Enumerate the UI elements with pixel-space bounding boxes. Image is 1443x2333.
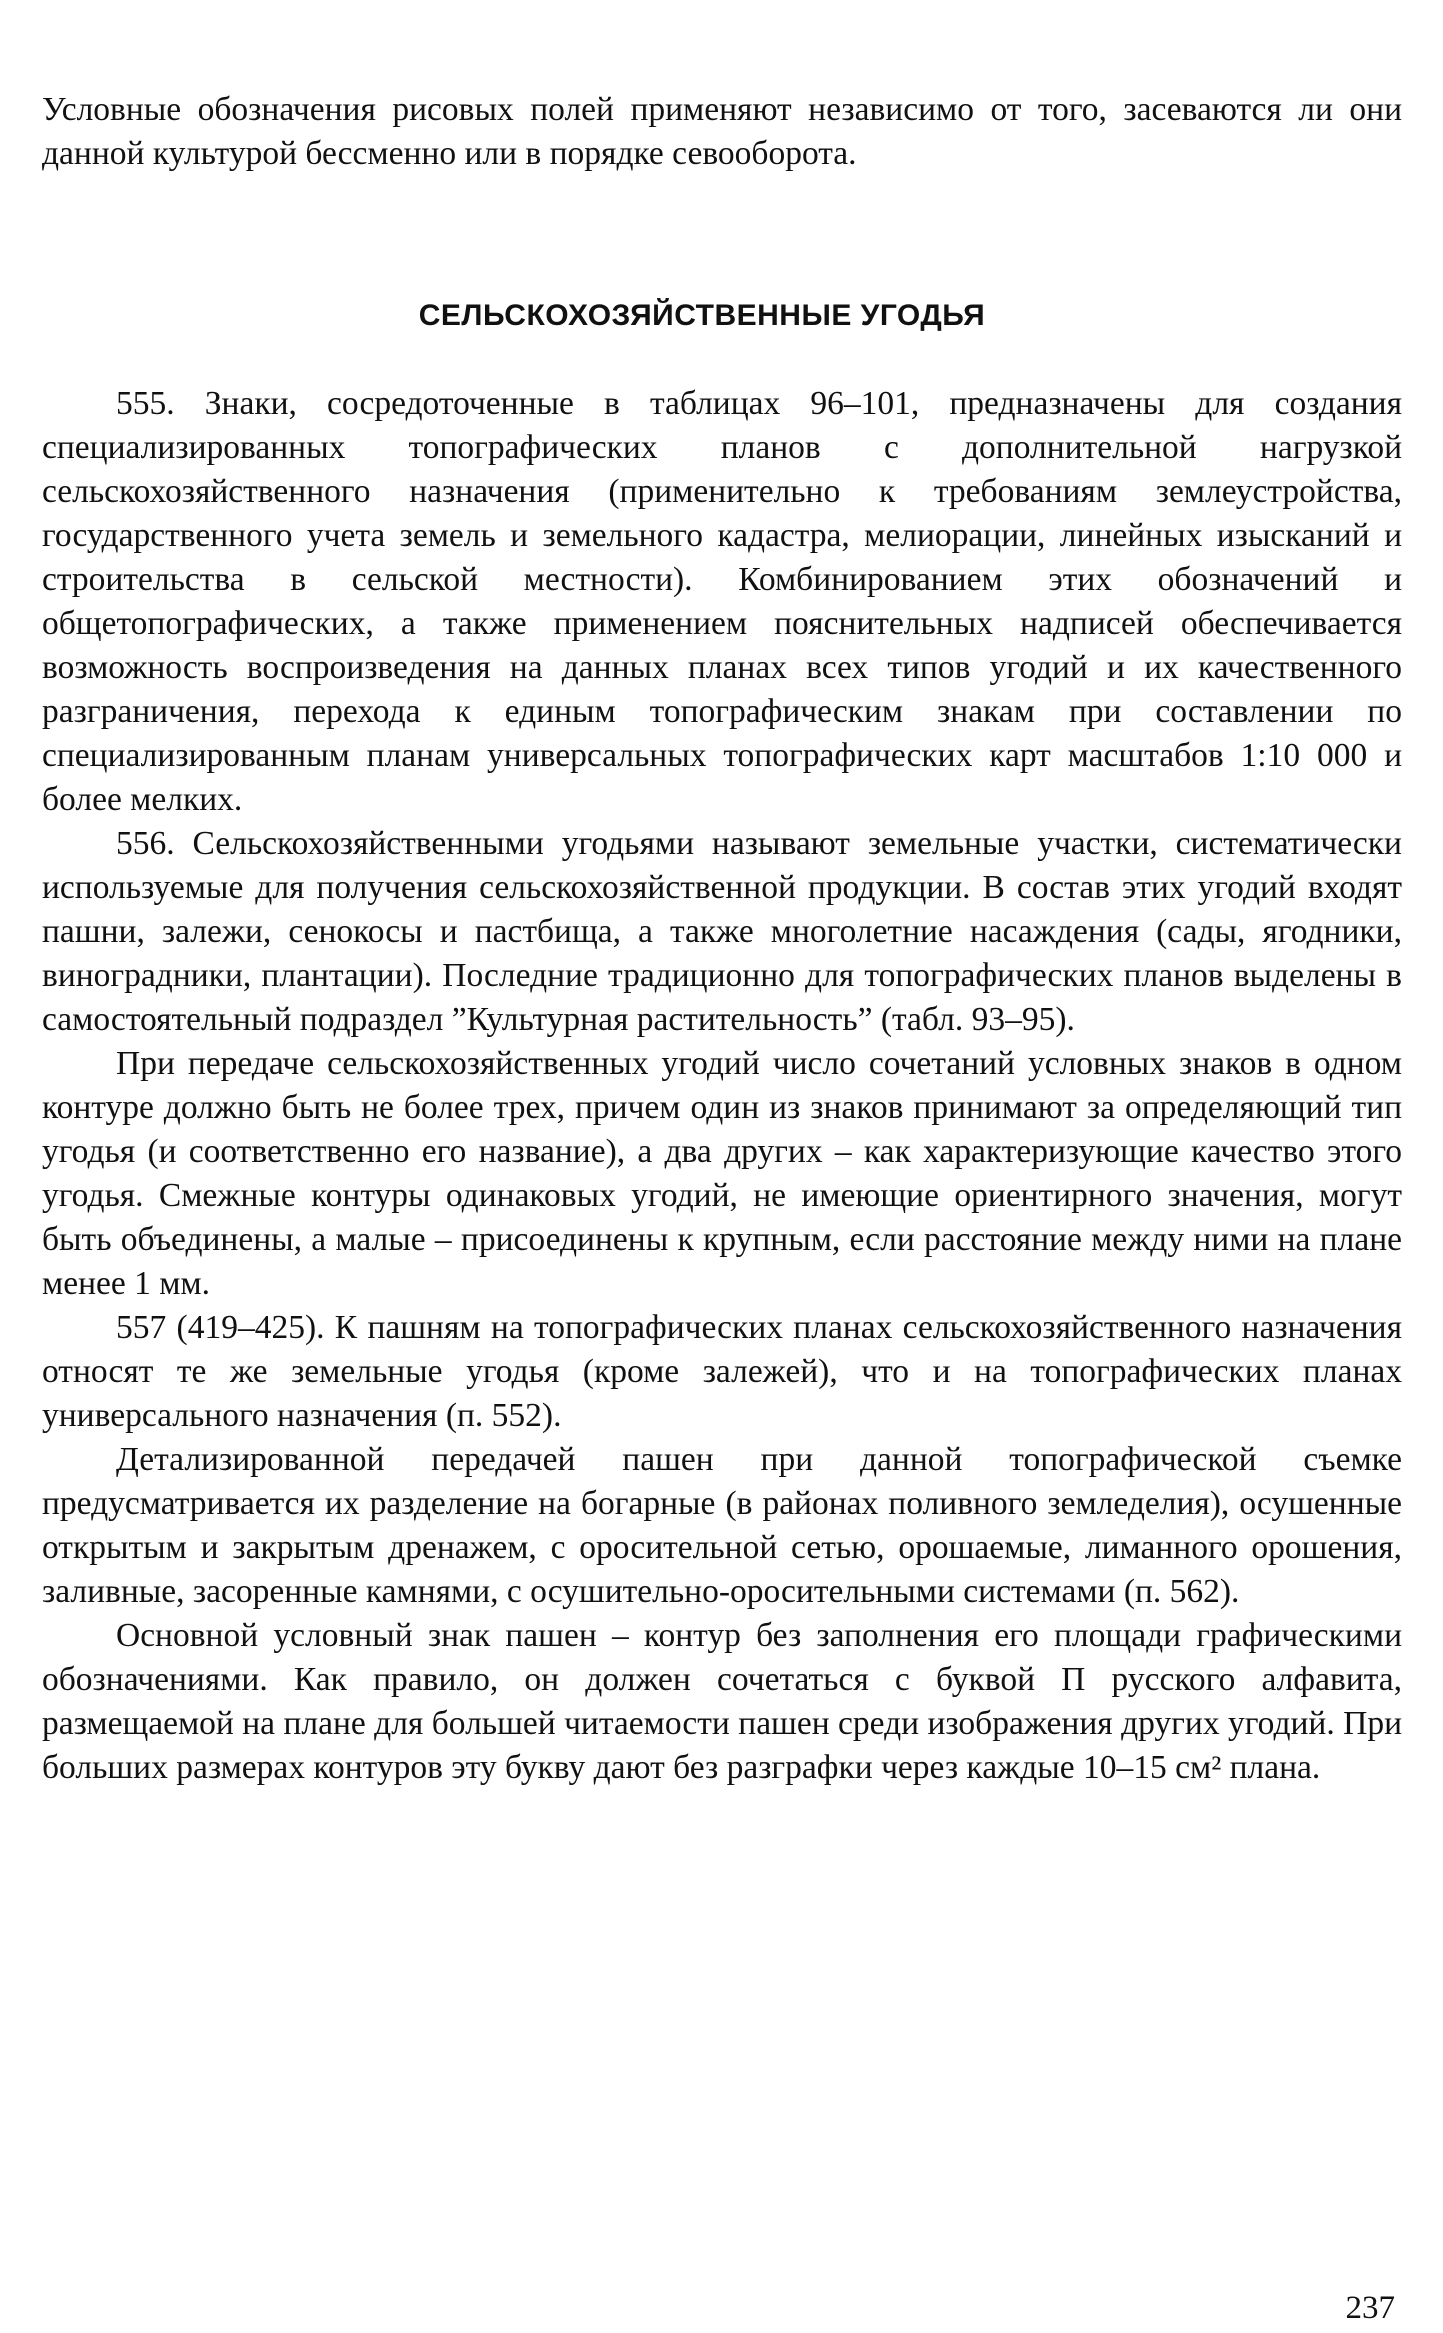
page-number: 237 <box>1345 2290 1395 2326</box>
paragraph-556: 556. Сельскохозяйственными угодьями называют земельные участки, систематически используемые для получения сельскохозяйственной продукции. В состав этих угодий входят пашни, залежи, сенокосы и пастбища, а также многолетние насаждения (сады, ягодники, виноградники, плантации). Последние традиционно для топографических планов выделены в самостоятельный подраздел ”Культурная растительность” (табл. 93–95). <box>42 825 1402 1038</box>
paragraph-557: 557 (419–425). К пашням на топографических планах сельскохозяйственного назначения относят те же земельные угодья (кроме залежей), что и на топографических планах универсального назначения (п. 552). <box>42 1309 1402 1434</box>
paragraph-557-detail: Детализированной передачей пашен при данной топографической съемке предусматривается их разделение на богарные (в районах поливного земледелия), осушенные открытым и закрытым дренажем, с оросительной сетью, орошаемые, лиманного орошения, заливные, засоренные камнями, с осушительно-оросительными системами (п. 562). <box>42 1441 1402 1610</box>
page-body <box>42 88 1402 1790</box>
intro-paragraph: Условные обозначения рисовых полей применяют независимо от того, засеваются ли они данной культурой бессменно или в порядке севооборота. <box>42 91 1402 172</box>
paragraph-557-sign: Основной условный знак пашен – контур без заполнения его площади графическими обозначениями. Как правило, он должен сочетаться с буквой П русского алфавита, размещаемой на плане для большей читаемости пашен среди изображения других угодий. При больших размерах контуров эту букву дают без разграфки через каждые 10–15 см² плана. <box>42 1617 1402 1786</box>
paragraph-555: 555. Знаки, сосредоточенные в таблицах 96–101, предназначены для создания специализированных топографических планов с дополнительной нагрузкой сельскохозяйственного назначения (применительно к требованиям землеустройства, государственного учета земель и земельного кадастра, мелиорации, линейных изысканий и строительства в сельской местности). Комбинированием этих обозначений и общетопографических, а также применением пояснительных надписей обеспечивается возможность воспроизведения на данных планах всех типов угодий и их качественного разграничения, перехода к единым топографическим знакам при составлении по специализированным планам универсальных топографических карт масштабов 1:10 000 и более мелких. <box>42 385 1402 818</box>
paragraph-556-continued: При передаче сельскохозяйственных угодий число сочетаний условных знаков в одном контуре должно быть не более трех, причем один из знаков принимают за определяющий тип угодья (и соответственно его название), а два других – как характеризующие качество этого угодья. Смежные контуры одинаковых угодий, не имеющие ориентирного значения, могут быть объединены, а малые – присоединены к крупным, если расстояние между ними на плане менее 1 мм. <box>42 1045 1402 1302</box>
section-heading: СЕЛЬСКОХОЗЯЙСТВЕННЫЕ УГОДЬЯ <box>418 299 986 332</box>
